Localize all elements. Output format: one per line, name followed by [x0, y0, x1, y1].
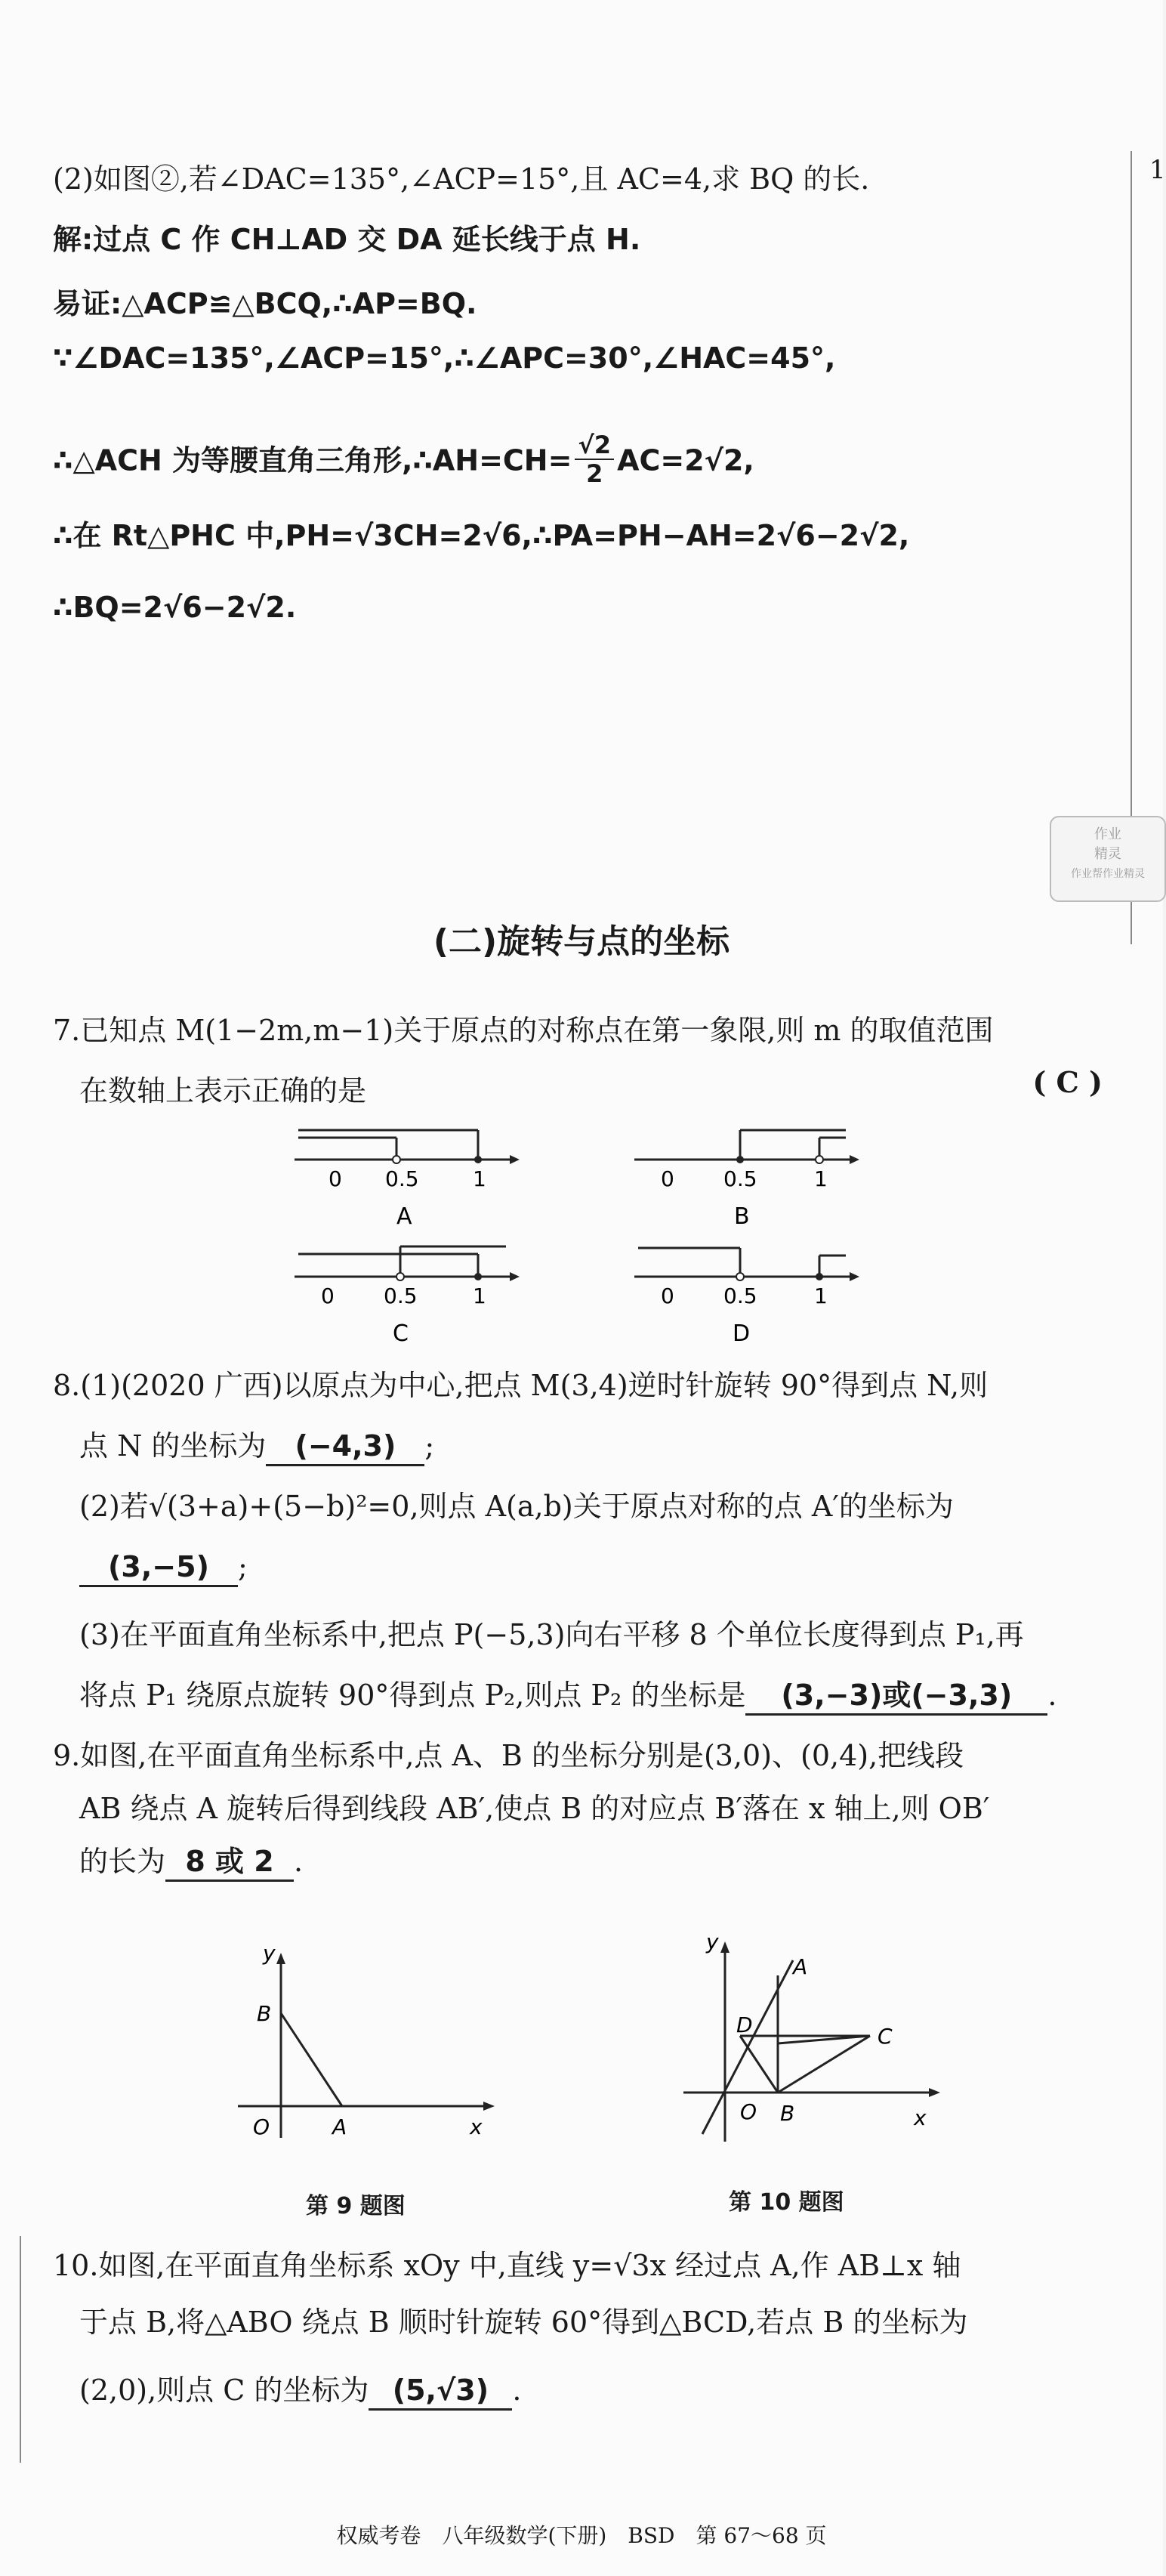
tick-0.5: 0.5: [385, 1166, 419, 1191]
q6-line4-text: ∴△ACH 为等腰直角三角形,∴AH=CH=: [53, 443, 572, 477]
origin-label: O: [253, 2114, 270, 2139]
stamp-line-3: 作业帮作业精灵: [1071, 868, 1145, 880]
q7-line-2: 在数轴上表示正确的是: [79, 1074, 367, 1107]
point-b-label: B: [780, 2101, 795, 2126]
q9-line-2: AB 绕点 A 旋转后得到线段 AB′,使点 B 的对应点 B′落在 x 轴上,则 OB′: [79, 1792, 990, 1825]
q8-part2-line-1: (2)若√(3+a)+(5−b)²=0,则点 A(a,b)关于原点对称的点 A′的坐标为: [79, 1490, 954, 1523]
q8-part1-line-1: 8.(1)(2020 广西)以原点为中心,把点 M(3,4)逆时针旋转 90°得到点 N,则: [53, 1369, 989, 1402]
q10-line-3: [79, 2372, 522, 2411]
q9-answer: 8 或 2: [165, 1843, 294, 1882]
q6-solution-line-4: [53, 431, 754, 490]
point-a-label: A: [793, 1954, 808, 1979]
q9-figure: [227, 1941, 506, 2145]
tick-0.5: 0.5: [723, 1283, 757, 1308]
q8-part1-line-2: [79, 1428, 434, 1466]
tick-0: 0: [661, 1166, 674, 1191]
q9-line-1: 9.如图,在平面直角坐标系中,点 A、B 的坐标分别是(3,0)、(0,4),把线段: [53, 1739, 964, 1772]
margin-rule: [20, 2236, 21, 2463]
option-label-a: A: [396, 1203, 412, 1230]
q7-option-a-figure: [295, 1126, 521, 1231]
stamp-line-1: 作业: [1094, 826, 1121, 842]
page-footer: 权威考卷 八年级数学(下册) BSD 第 67～68 页: [336, 2523, 827, 2548]
tick-1: 1: [814, 1283, 828, 1308]
x-axis-label: x: [470, 2114, 483, 2139]
q8-part3-line-1: (3)在平面直角坐标系中,把点 P(−5,3)向右平移 8 个单位长度得到点 P₁,再: [79, 1618, 1024, 1651]
point-d-label: D: [736, 2012, 753, 2037]
fraction: [575, 431, 614, 487]
q7-line-1: 7.已知点 M(1−2m,m−1)关于原点的对称点在第一象限,则 m 的取值范围: [53, 1014, 994, 1047]
q10-line-2: 于点 B,将△ABO 绕点 B 顺时针旋转 60°得到△BCD,若点 B 的坐标为: [79, 2306, 968, 2339]
q8-part3-line-2: [79, 1677, 1056, 1716]
q10-answer: (5,√3): [369, 2372, 512, 2411]
q8-part3-end: .: [1047, 1679, 1057, 1712]
option-label-c: C: [393, 1320, 409, 1347]
q6-solution-line-1: 解:过点 C 作 CH⊥AD 交 DA 延长线于点 H.: [53, 223, 641, 256]
q8-part2-end: ;: [238, 1550, 248, 1583]
point-a-label: A: [332, 2114, 347, 2139]
q10-line-1: 10.如图,在平面直角坐标系 xOy 中,直线 y=√3x 经过点 A,作 AB⊥x 轴: [53, 2249, 961, 2282]
tick-1: 1: [814, 1166, 828, 1191]
q8-part1-answer: (−4,3): [266, 1428, 424, 1466]
tick-0.5: 0.5: [723, 1166, 757, 1191]
q7-option-b-figure: [634, 1126, 861, 1231]
q10-figure: [680, 1930, 952, 2149]
watermark-stamp: [1050, 816, 1166, 902]
section-heading: (二)旋转与点的坐标: [433, 922, 730, 961]
q8-part1-prompt: 点 N 的坐标为: [79, 1429, 267, 1463]
y-axis-label: y: [263, 1941, 276, 1966]
q10-end: .: [512, 2374, 522, 2407]
point-b-label: B: [257, 2001, 272, 2026]
q6-solution-line-6: ∴BQ=2√6−2√2.: [53, 591, 297, 624]
q7-answer: ( C ): [1032, 1065, 1103, 1099]
x-axis-label: x: [914, 2105, 927, 2130]
fraction-numerator: √2: [575, 431, 614, 460]
q6-line4-tail: AC=2√2,: [617, 443, 754, 477]
q8-part3-answer: (3,−3)或(−3,3): [745, 1677, 1047, 1716]
q10-figure-caption: 第 10 题图: [729, 2189, 844, 2216]
q8-part2-answer: (3,−5): [79, 1549, 238, 1587]
tick-0.5: 0.5: [384, 1283, 418, 1308]
q7-option-d-figure: [634, 1239, 861, 1352]
tick-0: 0: [329, 1166, 342, 1191]
q10-prompt: (2,0),则点 C 的坐标为: [79, 2374, 369, 2407]
stamp-line-2: 精灵: [1094, 846, 1121, 862]
point-c-label: C: [878, 2024, 893, 2049]
q6-solution-line-5: ∴在 Rt△PHC 中,PH=√3CH=2√6,∴PA=PH−AH=2√6−2√2,: [53, 519, 910, 552]
q8-part1-end: ;: [424, 1429, 435, 1463]
y-axis-label: y: [706, 1929, 719, 1954]
fraction-denominator: 2: [586, 459, 603, 488]
q6-solution-line-2: 易证:△ACP≌△BCQ,∴AP=BQ.: [53, 287, 477, 320]
tick-1: 1: [473, 1166, 486, 1191]
origin-label: O: [740, 2099, 757, 2124]
tick-1: 1: [473, 1283, 486, 1308]
option-label-d: D: [733, 1320, 751, 1347]
edge-page-number: 1: [1149, 155, 1166, 185]
tick-0: 0: [661, 1283, 674, 1308]
q6-solution-line-3: ∵∠DAC=135°,∠ACP=15°,∴∠APC=30°,∠HAC=45°,: [53, 341, 836, 375]
q9-prompt: 的长为: [79, 1845, 166, 1878]
q9-figure-caption: 第 9 题图: [306, 2193, 406, 2219]
q6-question: (2)如图②,若∠DAC=135°,∠ACP=15°,且 AC=4,求 BQ 的长.: [53, 162, 870, 196]
q8-part3-prompt: 将点 P₁ 绕原点旋转 90°得到点 P₂,则点 P₂ 的坐标是: [79, 1679, 746, 1712]
q9-end: .: [294, 1845, 304, 1878]
q7-option-c-figure: [295, 1239, 521, 1352]
option-label-b: B: [734, 1203, 750, 1230]
tick-0: 0: [321, 1283, 335, 1308]
q8-part2-line-2: [79, 1549, 248, 1587]
q9-line-3: [79, 1843, 303, 1882]
